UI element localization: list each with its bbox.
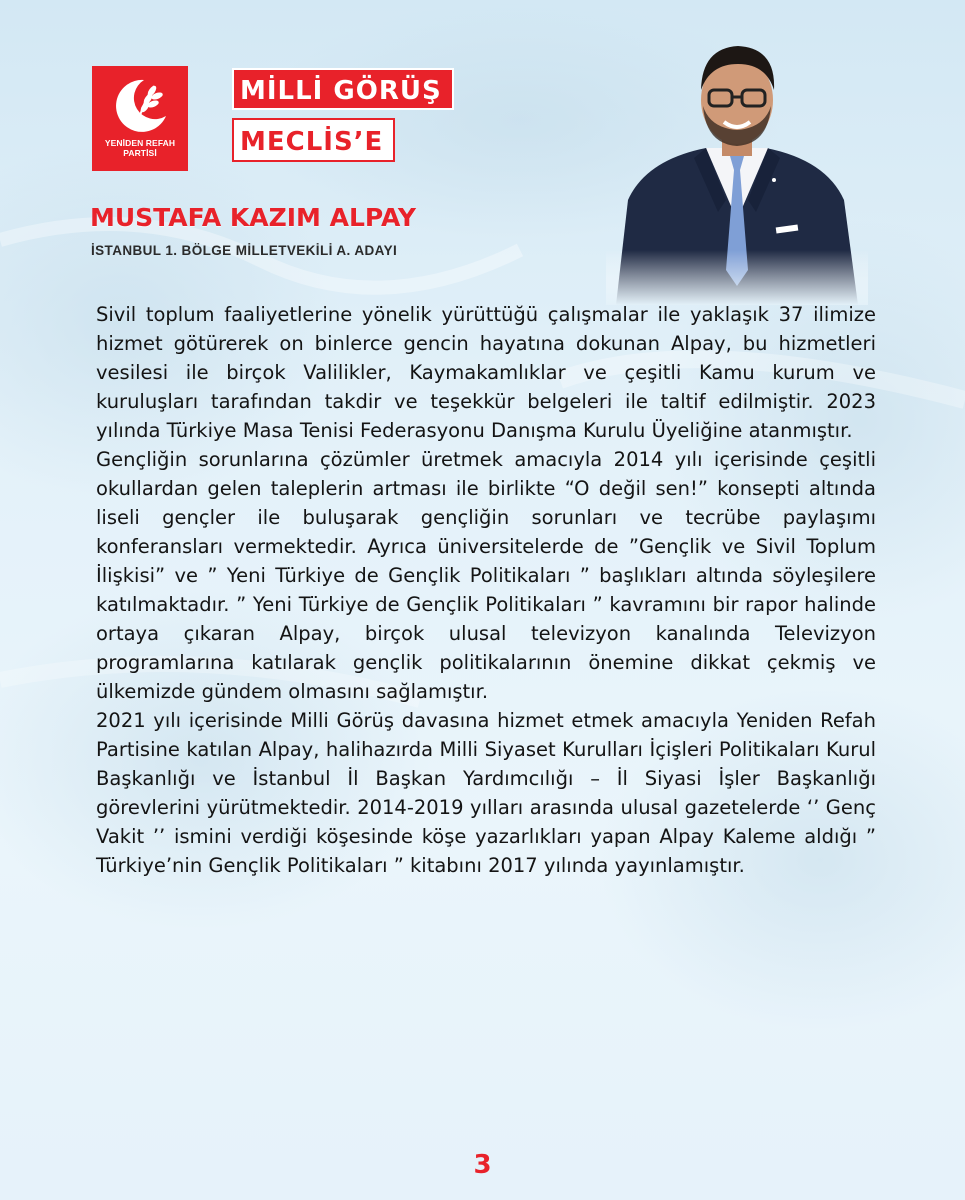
logo-line-2: PARTİSİ — [123, 148, 157, 158]
biography-text — [96, 300, 876, 880]
candidate-portrait — [606, 30, 868, 305]
paragraph: 2021 yılı içerisinde Milli Görüş davasına hizmet etmek amacıyla Yeniden Refah Partisine katılan Alpay, halihazırda Milli Siyaset Kurulları İçişleri Politikaları Kurul Başkanlığı ve İstanbul İl Başkan Yardımcılığı – İl Siyasi İşler Başkanlığı görevlerini yürütmektedir. 2014-2019 yılları arasında ulusal gazetelerde ‘’ Genç Vakit ’’ ismini verdiği köşesinde köşe yazarlıkları yapan Alpay Kaleme aldığı ” Türkiye’nin Gençlik Politikaları ” kitabını 2017 yılında yayınlamıştır. — [96, 709, 876, 877]
milli-gorus-badge: MİLLİ GÖRÜŞ — [232, 68, 454, 110]
logo-line-1: YENİDEN REFAH — [104, 138, 176, 148]
candidate-title: İSTANBUL 1. BÖLGE MİLLETVEKİLİ A. ADAYI — [91, 243, 398, 258]
candidate-name: MUSTAFA KAZIM ALPAY — [90, 203, 417, 232]
party-logo — [92, 66, 188, 171]
page-number: 3 — [473, 1150, 492, 1180]
paragraph: Gençliğin sorunlarına çözümler üretmek amacıyla 2014 yılı içerisinde çeşitli okullardan gelen taleplerin artması ile birlikte “O değil sen!” konsepti altında liseli gençler ile buluşarak gençliğin sorunları ve tecrübe paylaşımı konferansları vermektedir. Ayrıca üniversitelerde de ”Gençlik ve Sivil Toplum İlişkisi” ve ” Yeni Türkiye de Gençlik Politikaları ” başlıkları altında söyleşilere katılmaktadır. ” Yeni Türkiye de Gençlik Politikaları ” kavramını bir rapor halinde ortaya çıkaran Alpay, birçok ulusal televizyon kanalında Televizyon programlarına katılarak gençlik politikalarının önemine dikkat çekmiş ve ülkemizde gündem olmasını sağlamıştır. — [96, 448, 876, 703]
paragraph: Sivil toplum faaliyetlerine yönelik yürüttüğü çalışmalar ile yaklaşık 37 ilimize hizmet götürerek on binlerce gencin hayatına dokunan Alpay, bu hizmetleri vesilesi ile birçok Valilikler, Kaymakamlıklar ve çeşitli Kamu kurum ve kuruluşları tarafından takdir ve teşekkür belgeleri ile taltif edilmiştir. 2023 yılında Türkiye Masa Tenisi Federasyonu Danışma Kurulu Üyeliğine atanmıştır. — [96, 303, 876, 442]
crescent-wheat-icon — [108, 74, 172, 136]
meclise-badge: MECLİS’E — [232, 118, 395, 162]
